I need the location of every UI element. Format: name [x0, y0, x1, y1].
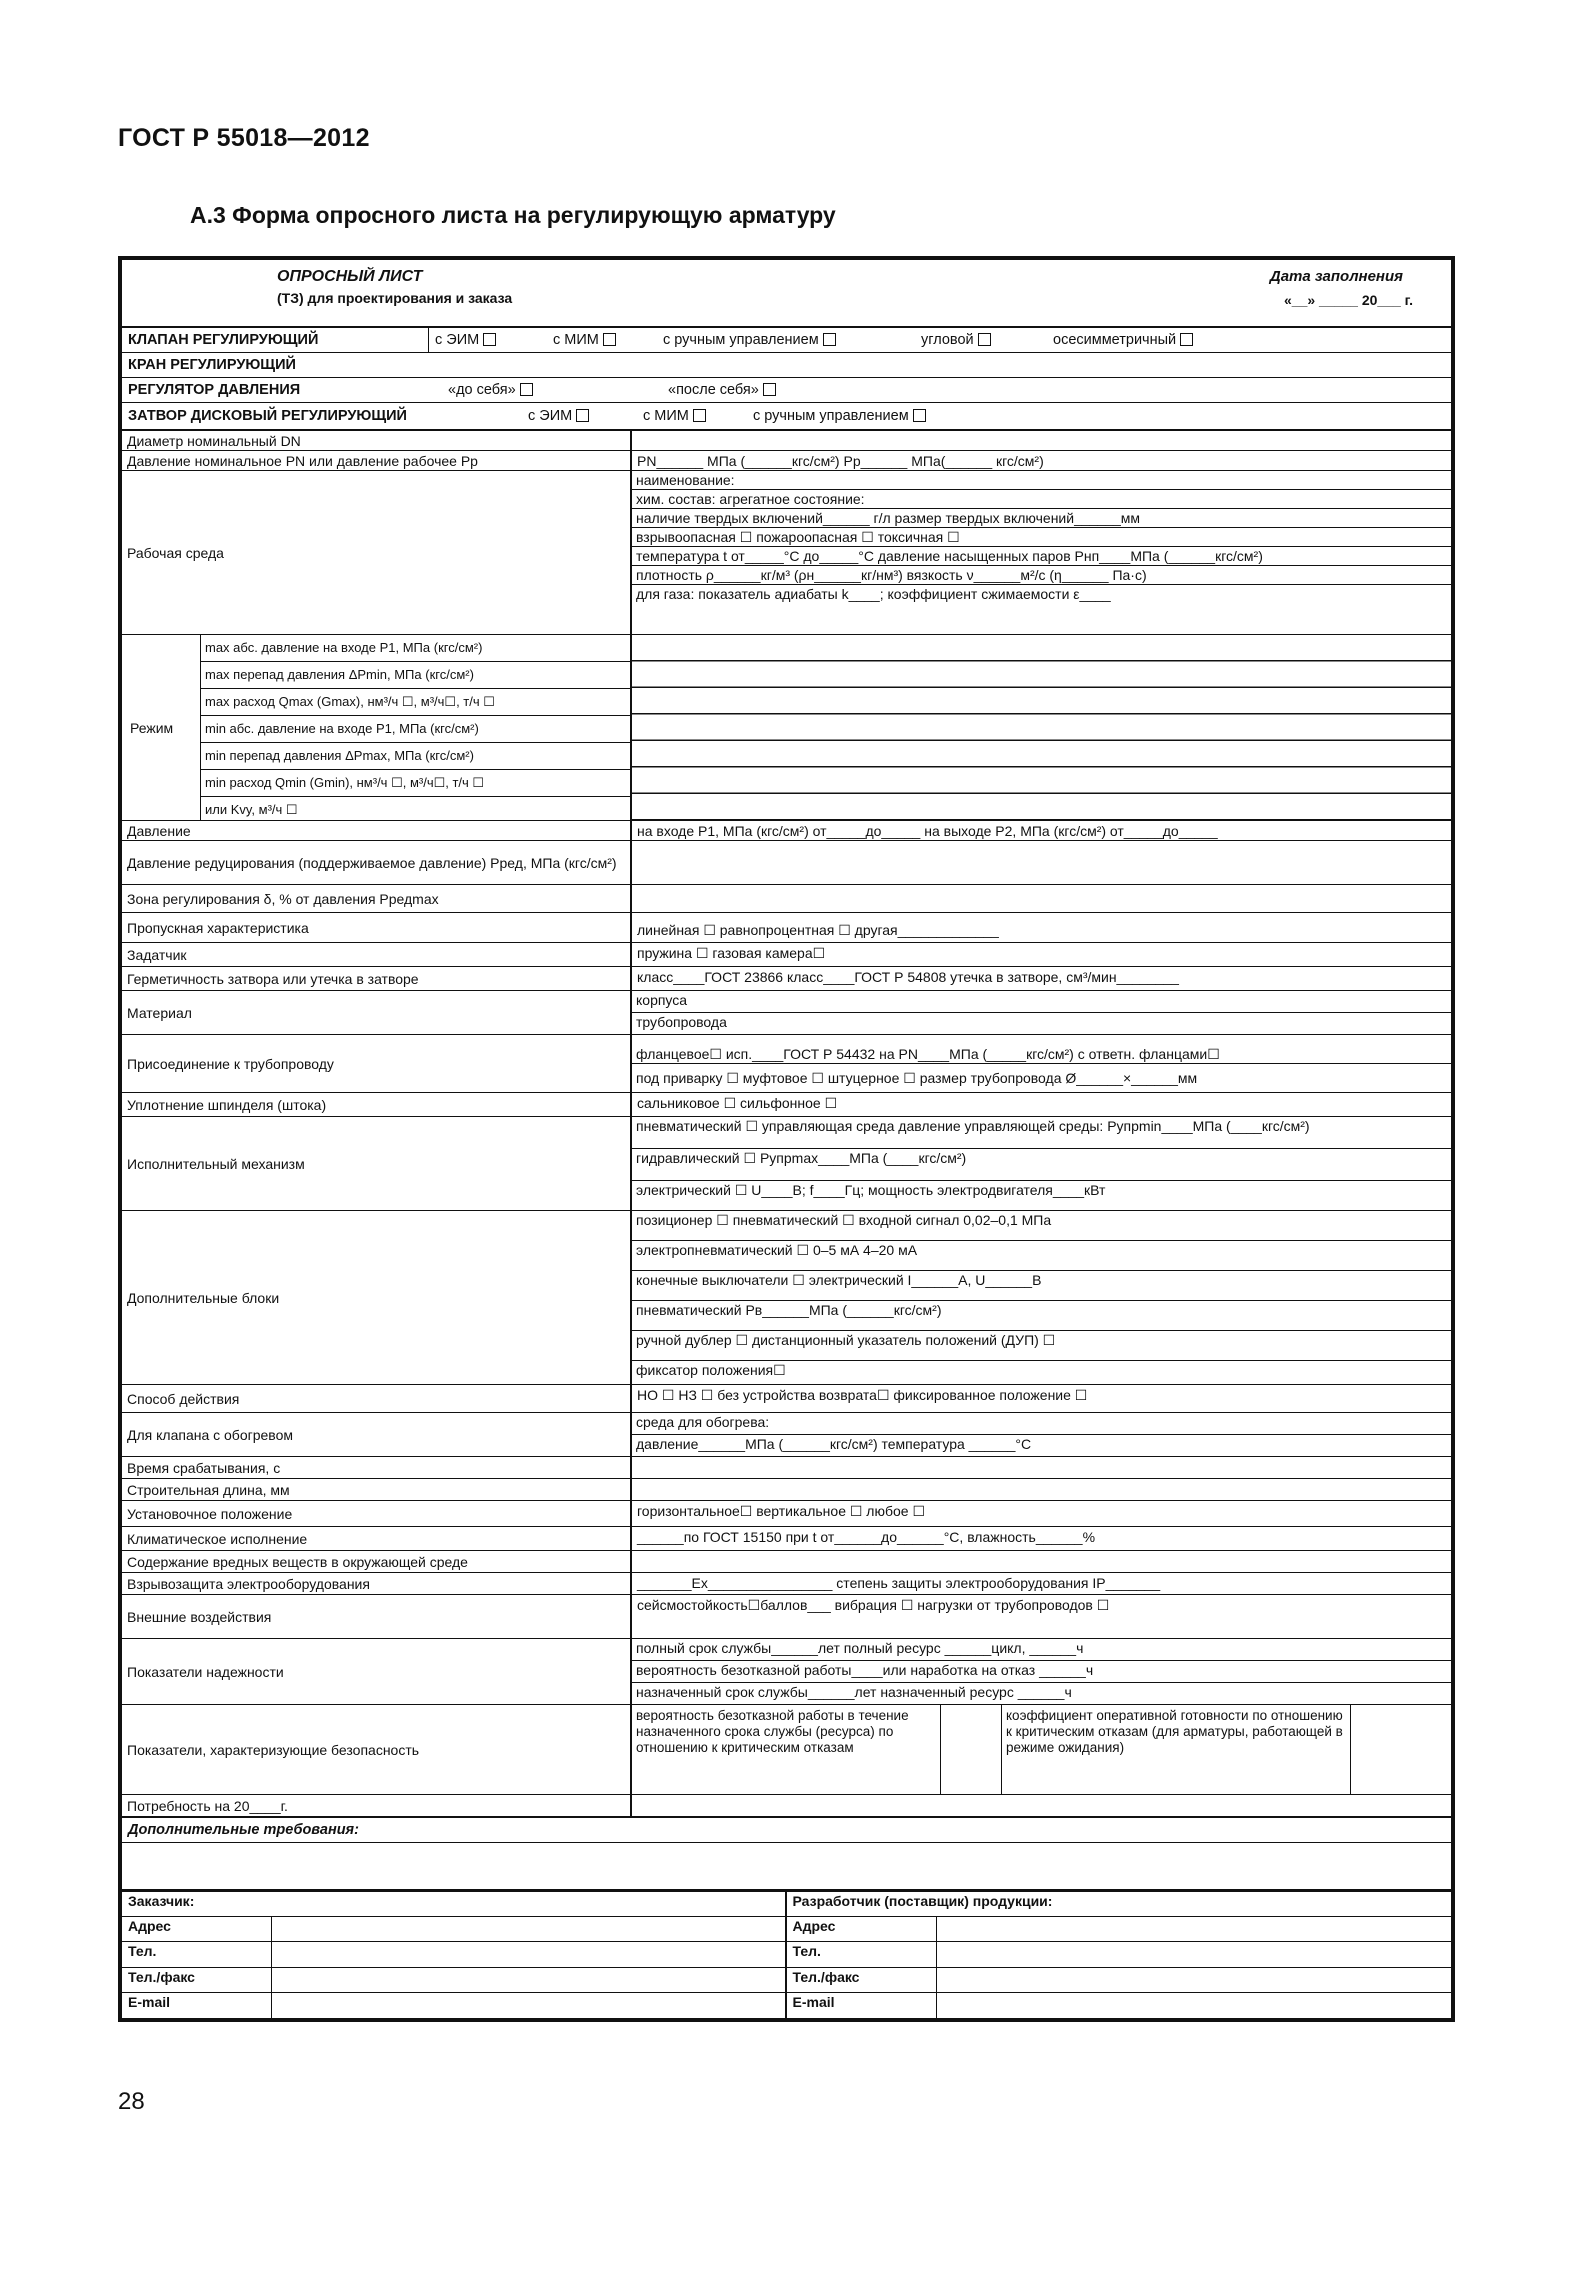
customer-phone-label: Тел.	[122, 1942, 272, 1967]
mode-line: max абс. давление на входе P1, МПа (кгс/см²)	[201, 635, 630, 662]
rel-line[interactable]: полный срок службы______лет полный ресурс ______цикл, ______ч	[632, 1639, 1451, 1661]
value-seal[interactable]: сальниковое ☐ сильфонное ☐	[632, 1093, 1451, 1117]
developer-address-field[interactable]	[937, 1917, 1452, 1942]
value-rel	[632, 1639, 1451, 1705]
mode-line: min абс. давление на входе P1, МПа (кгс/см²)	[201, 716, 630, 743]
developer-email-field[interactable]	[937, 1993, 1452, 2018]
label-need: Потребность на 20____г.	[122, 1795, 632, 1817]
value-need[interactable]	[632, 1795, 1451, 1817]
additional-requirements[interactable]: Дополнительные требования:	[122, 1818, 1451, 1843]
value-tight[interactable]: класс____ГОСТ 23866 класс____ГОСТ Р 54808 утечка в затворе, см³/мин________	[632, 967, 1451, 991]
opt-after: «после себя»	[668, 382, 759, 398]
checkbox-icon[interactable]	[603, 333, 616, 346]
label-flow-char: Пропускная характеристика	[122, 913, 632, 943]
safety-readiness: коэффициент оперативной готовности по отношению к критическим отказам (для арматуры, работающей в режиме ожидания)	[1002, 1705, 1351, 1794]
developer-fax-label: Тел./факс	[787, 1968, 937, 1993]
page-number: 28	[118, 2088, 145, 2115]
checkbox-icon[interactable]	[978, 333, 991, 346]
extra-line[interactable]: ручной дублер ☐ дистанционный указатель положений (ДУП) ☐	[632, 1331, 1451, 1361]
checkbox-icon[interactable]	[763, 383, 776, 396]
opt-manual: с ручным управлением	[663, 332, 819, 348]
questionnaire-form	[118, 256, 1455, 2022]
heat-line[interactable]: давление______МПа (______кгс/см²) температура ______°С	[636, 1436, 1032, 1452]
medium-line[interactable]: наличие твердых включений______ г/л размер твердых включений______мм	[632, 509, 1451, 528]
actuator-line[interactable]: гидравлический ☐ Pупрmax____МПа (____кгс/см²)	[632, 1149, 1451, 1181]
label-tight: Герметичность затвора или утечка в затворе	[122, 967, 632, 991]
rel-line[interactable]: вероятность безотказной работы____или наработка на отказ ______ч	[632, 1661, 1451, 1683]
medium-line[interactable]: взрывоопасная ☐ пожароопасная ☐ токсичная ☐	[632, 528, 1451, 547]
value-connect	[632, 1035, 1451, 1093]
extra-line[interactable]: позиционер ☐ пневматический ☐ входной сигнал 0,02–0,1 МПа	[632, 1211, 1451, 1241]
rel-line[interactable]: назначенный срок службы______лет назначенный ресурс ______ч	[636, 1684, 1072, 1700]
value-action[interactable]: НО ☐ НЗ ☐ без устройства возврата☐ фиксированное положение ☐	[632, 1385, 1451, 1413]
customer-address-field[interactable]	[272, 1917, 785, 1942]
developer-block	[787, 1892, 1452, 2018]
mode-line: min расход Qmin (Gmin), нм³/ч ☐, м³/ч☐, т/ч ☐	[201, 770, 630, 797]
checkbox-icon[interactable]	[520, 383, 533, 396]
value-safety	[632, 1705, 1451, 1795]
developer-fax-field[interactable]	[937, 1968, 1452, 1993]
label-mode	[122, 635, 632, 821]
customer-phone-field[interactable]	[272, 1942, 785, 1967]
label-dn: Диаметр номинальный DN	[122, 431, 632, 451]
mode-line: max перепад давления ΔPmin, МПа (кгс/см²)	[201, 662, 630, 689]
extra-line[interactable]: фиксатор положения☐	[636, 1362, 786, 1378]
label-pred: Давление редуцирования (поддерживаемое давление) Pред, МПа (кгс/см²)	[122, 841, 632, 885]
label-safety: Показатели, характеризующие безопасность	[122, 1705, 632, 1795]
medium-line[interactable]: температура t от_____°С до_____°С давление насыщенных паров Pнп____МПа (______кгс/см²)	[632, 547, 1451, 566]
mode-sublist	[200, 635, 630, 820]
customer-block	[122, 1892, 787, 2018]
developer-phone-field[interactable]	[937, 1942, 1452, 1967]
value-heat	[632, 1413, 1451, 1457]
safety-readiness-value[interactable]	[1351, 1705, 1451, 1794]
value-ext[interactable]: сейсмостойкость☐баллов___ вибрация ☐ нагрузки от трубопроводов ☐	[632, 1595, 1451, 1639]
type-regulator-label: РЕГУЛЯТОР ДАВЛЕНИЯ	[128, 382, 301, 398]
value-position[interactable]: горизонтальное☐ вертикальное ☐ любое ☐	[632, 1501, 1451, 1527]
medium-line[interactable]: наименование:	[632, 471, 1451, 490]
connect-line[interactable]: фланцевое☐ исп.____ГОСТ Р 54432 на PN____МПа (_____кгс/см²) с ответн. фланцами☐	[632, 1035, 1451, 1064]
label-climate: Климатическое исполнение	[122, 1527, 632, 1551]
mode-title: Режим	[130, 719, 174, 736]
type-valve-row	[122, 328, 1451, 353]
extra-line[interactable]: электропневматический ☐ 0–5 мА 4–20 мА	[632, 1241, 1451, 1271]
form-heading	[122, 260, 1451, 328]
type-crane-label: КРАН РЕГУЛИРУЮЩИЙ	[128, 357, 296, 373]
value-ex[interactable]: _______Ex________________ степень защиты электрооборудования IP_______	[632, 1573, 1451, 1595]
label-connect: Присоединение к трубопроводу	[122, 1035, 632, 1093]
label-seal: Уплотнение шпинделя (штока)	[122, 1093, 632, 1117]
developer-title: Разработчик (поставщик) продукции:	[787, 1892, 1452, 1917]
value-dn[interactable]	[632, 431, 1451, 451]
value-harm[interactable]	[632, 1551, 1451, 1573]
type-crane-row	[122, 353, 1451, 378]
value-flow-char[interactable]: линейная ☐ равнопроцентная ☐ другая_____________	[632, 913, 1451, 943]
checkbox-icon[interactable]	[483, 333, 496, 346]
value-extra	[632, 1211, 1451, 1385]
customer-address-label: Адрес	[122, 1917, 272, 1942]
label-action: Способ действия	[122, 1385, 632, 1413]
label-position: Установочное положение	[122, 1501, 632, 1527]
label-time: Время срабатывания, с	[122, 1457, 632, 1479]
label-extra: Дополнительные блоки	[122, 1211, 632, 1385]
type-valve-label: КЛАПАН РЕГУЛИРУЮЩИЙ	[122, 328, 429, 352]
material-line[interactable]: корпуса	[632, 991, 1451, 1013]
opt-axisym: осесимметричный	[1053, 332, 1177, 348]
label-pressure: Давление	[122, 821, 632, 841]
label-heat: Для клапана с обогревом	[122, 1413, 632, 1457]
actuator-line[interactable]: электрический ☐ U____В; f____Гц; мощность электродвигателя____кВт	[636, 1182, 1106, 1198]
value-pressure[interactable]: на входе P1, МПа (кгс/см²) от_____до_____ на выходе P2, МПа (кгс/см²) от_____до_____	[632, 821, 1451, 841]
actuator-line[interactable]: пневматический ☐ управляющая среда давление управляющей среды: Pупрmin____МПа (____кгс/см²)	[632, 1117, 1451, 1149]
date-field[interactable]: «__» _____ 20___ г.	[1284, 292, 1413, 308]
section-title: А.3 Форма опросного листа на регулирующую арматуру	[190, 202, 836, 228]
value-time[interactable]	[632, 1457, 1451, 1479]
opt-angle: угловой	[921, 332, 974, 348]
safety-prob-value[interactable]	[941, 1705, 1002, 1794]
customer-title: Заказчик:	[122, 1892, 785, 1917]
value-pn[interactable]: PN______ МПа (______кгс/см²) Pр______ МПа(______ кгс/см²)	[632, 451, 1451, 471]
type-disc-label: ЗАТВОР ДИСКОВЫЙ РЕГУЛИРУЮЩИЙ	[128, 408, 407, 424]
params-table	[122, 431, 1451, 1818]
label-length: Строительная длина, мм	[122, 1479, 632, 1501]
label-pn: Давление номинальное PN или давление рабочее Pр	[122, 451, 632, 471]
value-climate[interactable]: ______по ГОСТ 15150 при t от______до______°С, влажность______%	[632, 1527, 1451, 1551]
form-subtitle: (ТЗ) для проектирования и заказа	[277, 290, 513, 306]
mode-line: min перепад давления ΔPmax, МПа (кгс/см²)	[201, 743, 630, 770]
material-line[interactable]: трубопровода	[636, 1014, 727, 1030]
type-regulator-row	[122, 378, 1451, 403]
value-actuator	[632, 1117, 1451, 1211]
label-actuator: Исполнительный механизм	[122, 1117, 632, 1211]
mode-line: max расход Qmax (Gmax), нм³/ч ☐, м³/ч☐, т/ч ☐	[201, 689, 630, 716]
medium-line[interactable]: хим. состав: агрегатное состояние:	[632, 490, 1451, 509]
developer-address-label: Адрес	[787, 1917, 937, 1942]
value-mode[interactable]	[632, 635, 1451, 821]
connect-line[interactable]: под приварку ☐ муфтовое ☐ штуцерное ☐ размер трубопровода Ø______×______мм	[636, 1070, 1198, 1086]
checkbox-icon[interactable]	[913, 409, 926, 422]
opt-eim: с ЭИМ	[528, 408, 573, 424]
extra-line[interactable]: пневматический Pв______МПа (______кгс/см²)	[632, 1301, 1451, 1331]
value-setter[interactable]: пружина ☐ газовая камера☐	[632, 943, 1451, 967]
label-rel: Показатели надежности	[122, 1639, 632, 1705]
label-material: Материал	[122, 991, 632, 1035]
label-setter: Задатчик	[122, 943, 632, 967]
date-label: Дата заполнения	[1269, 268, 1403, 285]
mode-line: или Kvy, м³/ч ☐	[205, 802, 298, 817]
value-material	[632, 991, 1451, 1035]
developer-email-label: E-mail	[787, 1993, 937, 2018]
opt-mim: с МИМ	[643, 408, 689, 424]
checkbox-icon[interactable]	[823, 333, 836, 346]
value-zone[interactable]	[632, 885, 1451, 913]
safety-prob: вероятность безотказной работы в течение назначенного срока службы (ресурса) по отношению к критическим отказам	[632, 1705, 941, 1794]
medium-line[interactable]: для газа: показатель адиабаты k____; коэффициент сжимаемости ε____	[636, 586, 1111, 602]
form-title: ОПРОСНЫЙ ЛИСТ	[277, 268, 423, 285]
customer-fax-field[interactable]	[272, 1968, 785, 1993]
value-medium	[632, 471, 1451, 635]
label-ext: Внешние воздействия	[122, 1595, 632, 1639]
label-ex: Взрывозащита электрооборудования	[122, 1573, 632, 1595]
label-harm: Содержание вредных веществ в окружающей среде	[122, 1551, 632, 1573]
opt-before: «до себя»	[448, 382, 516, 398]
customer-email-label: E-mail	[122, 1993, 272, 2018]
customer-fax-label: Тел./факс	[122, 1968, 272, 1993]
label-medium: Рабочая среда	[122, 471, 632, 635]
extra-line[interactable]: конечные выключатели ☐ электрический I______A, U______В	[632, 1271, 1451, 1301]
contacts-footer	[122, 1889, 1451, 2018]
label-zone: Зона регулирования δ, % от давления Pредmax	[122, 885, 632, 913]
heat-line[interactable]: среда для обогрева:	[632, 1413, 1451, 1435]
document-header: ГОСТ Р 55018—2012	[118, 124, 370, 152]
checkbox-icon[interactable]	[693, 409, 706, 422]
opt-mim: с МИМ	[553, 332, 599, 348]
medium-line[interactable]: плотность ρ______кг/м³ (ρн______кг/нм³) вязкость ν______м²/с (η______ Па·с)	[632, 566, 1451, 585]
value-length[interactable]	[632, 1479, 1451, 1501]
type-disc-row	[122, 403, 1451, 431]
customer-email-field[interactable]	[272, 1993, 785, 2018]
value-pred[interactable]	[632, 841, 1451, 885]
opt-manual: с ручным управлением	[753, 408, 909, 424]
checkbox-icon[interactable]	[576, 409, 589, 422]
developer-phone-label: Тел.	[787, 1942, 937, 1967]
opt-eim: с ЭИМ	[435, 332, 480, 348]
checkbox-icon[interactable]	[1180, 333, 1193, 346]
